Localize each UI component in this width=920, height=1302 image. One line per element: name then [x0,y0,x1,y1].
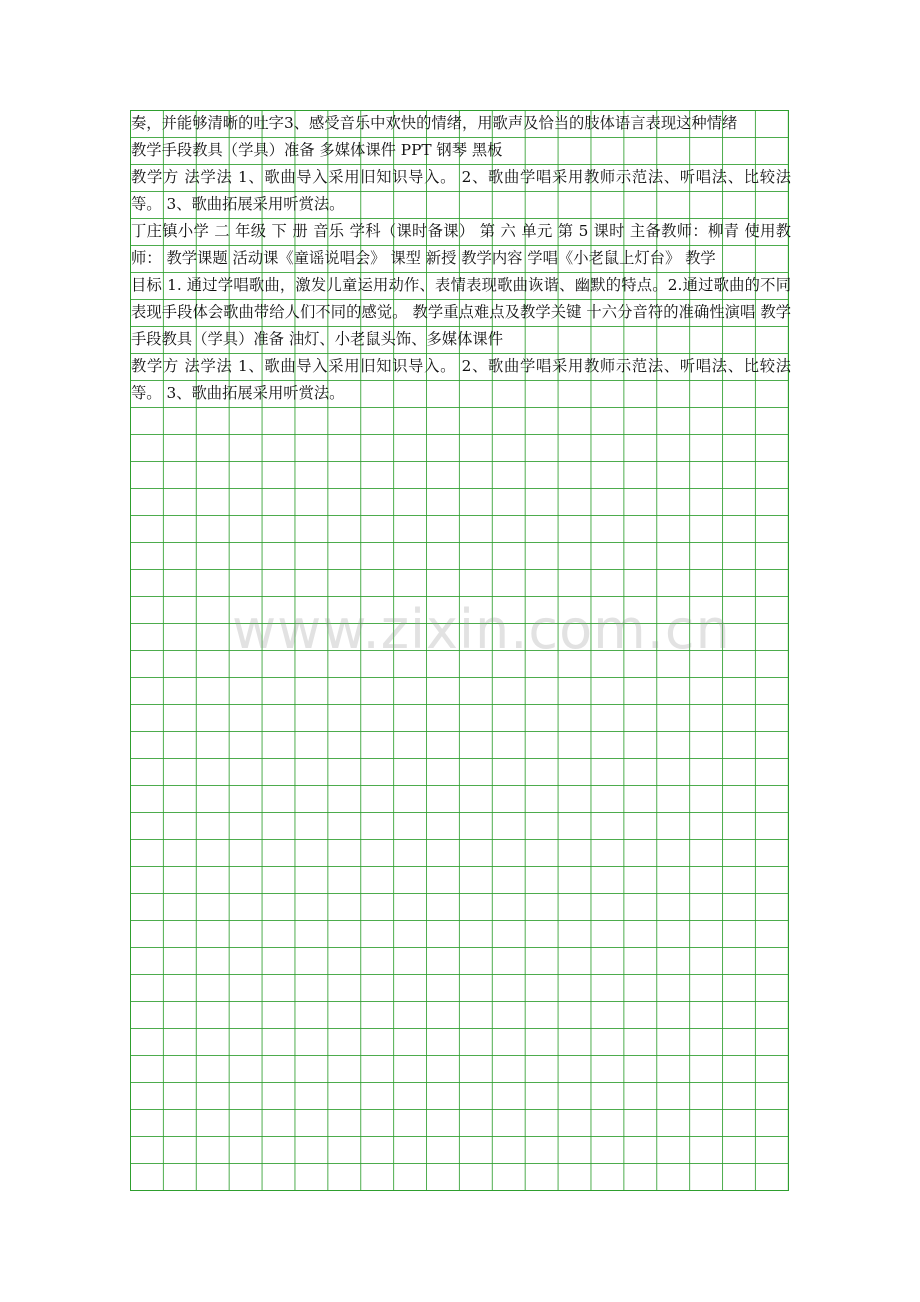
paragraph-5: 目标 1. 通过学唱歌曲，激发儿童运用动作、表情表现歌曲诙谐、幽默的特点。2.通过歌曲的不同表现手段体会歌曲带给人们不同的感觉。 教学重点难点及教学关键 十六分音符的准确性演唱 教学手段教具（学具）准备 油灯、小老鼠头饰、多媒体课件 [131,276,791,348]
paragraph-1: 奏，并能够清晰的吐字3、感受音乐中欢快的情绪，用歌声及恰当的肢体语言表现这种情绪 [131,114,738,132]
watermark: www.zixin.com.cn [232,598,731,661]
document-text [131,110,791,407]
paragraph-6: 教学方 法学法 1、歌曲导入采用旧知识导入。 2、歌曲学唱采用教师示范法、听唱法、比较法等。 3、歌曲拓展采用听赏法。 [131,357,791,402]
paragraph-2: 教学手段教具（学具）准备 多媒体课件 PPT 钢琴 黑板 [131,141,503,159]
paragraph-3: 教学方 法学法 1、歌曲导入采用旧知识导入。 2、歌曲学唱采用教师示范法、听唱法、比较法等。 3、歌曲拓展采用听赏法。 [131,168,791,213]
paragraph-4: 丁庄镇小学 二 年级 下 册 音乐 学科（课时备课） 第 六 单元 第 5 课时 主备教师：柳青 使用教师： 教学课题 活动课《童谣说唱会》 课型 新授 教学内容 学唱《小老鼠上灯台》 教学 [131,222,791,267]
